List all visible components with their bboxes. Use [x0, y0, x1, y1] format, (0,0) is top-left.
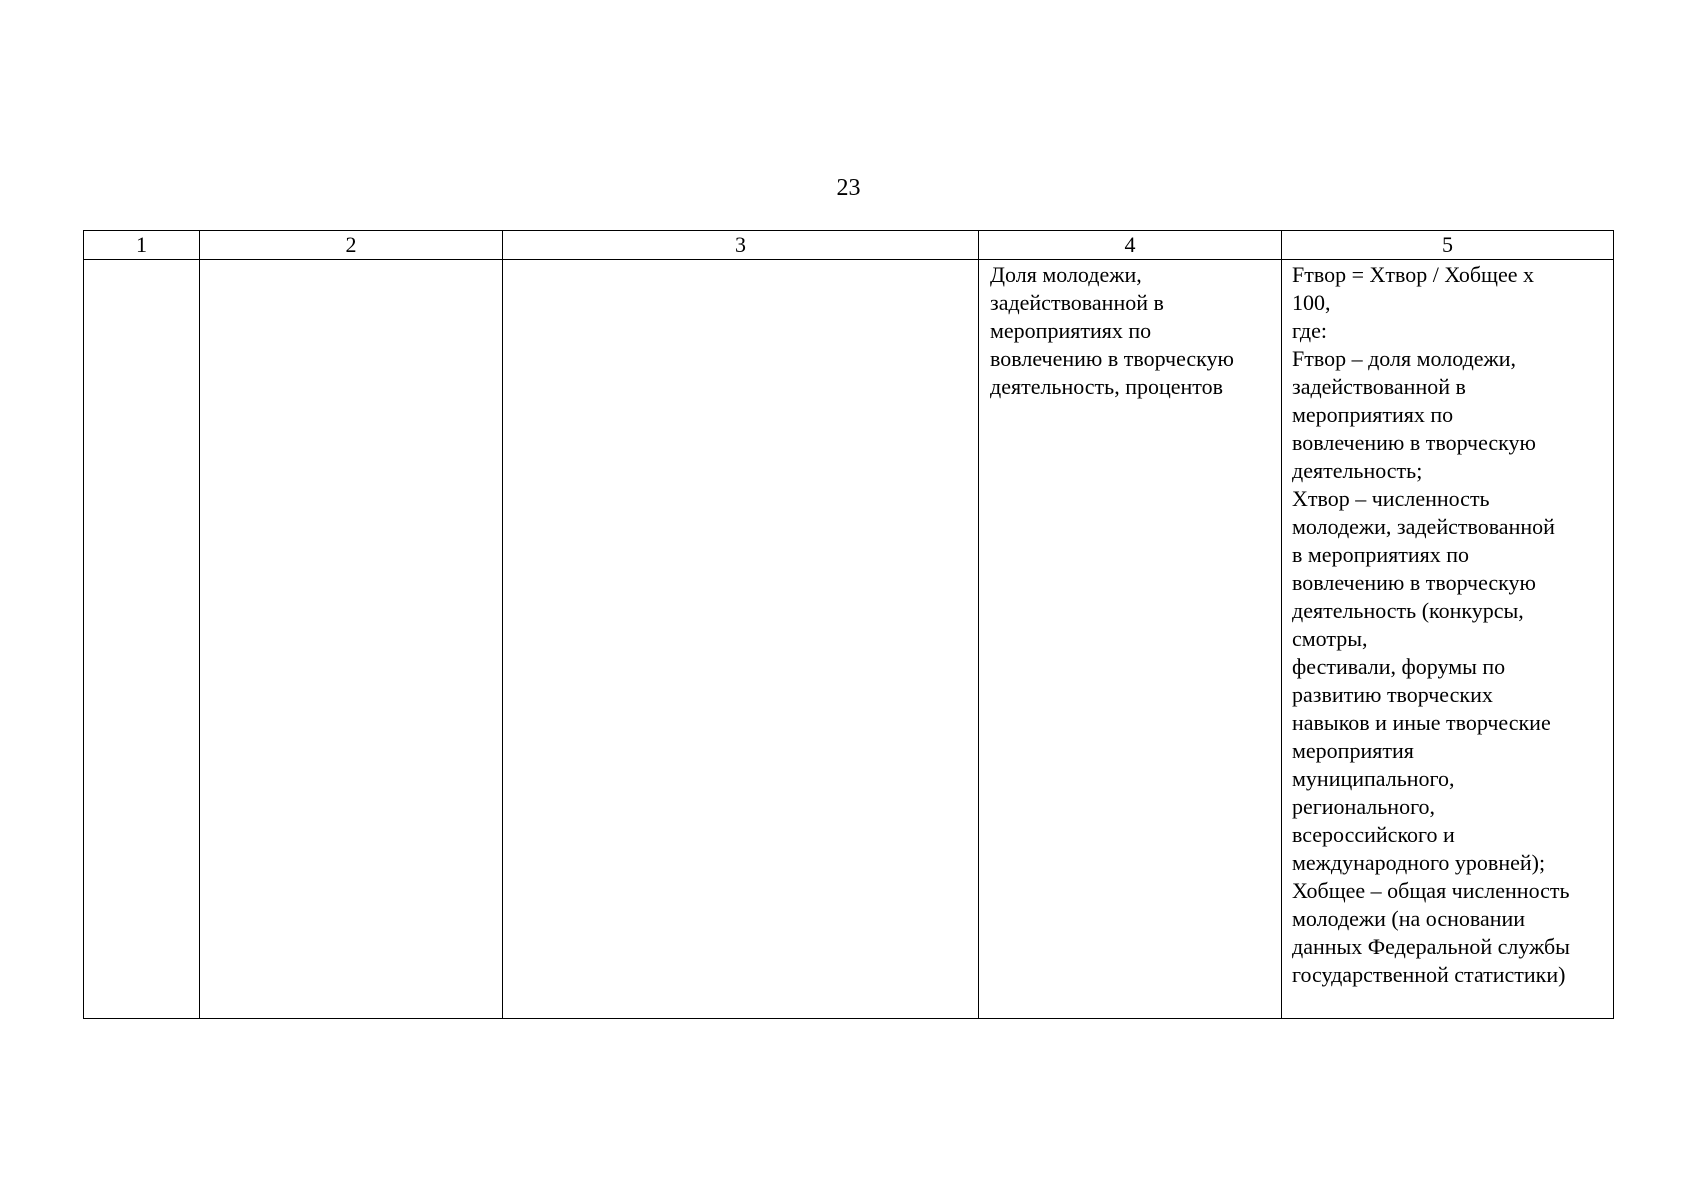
table-cell-col1 — [84, 260, 200, 1019]
cell-text-col3 — [503, 260, 978, 261]
indicator-name-text: Доля молодежи, задействованной в мероприятиях по вовлечению в творческую деятельность, процентов — [990, 262, 1234, 399]
column-header-3: 3 — [503, 231, 979, 260]
indicator-table — [83, 230, 1614, 1019]
table-cell-indicator-name — [979, 260, 1282, 1019]
table-cell-col3 — [503, 260, 979, 1019]
column-header-4: 4 — [979, 231, 1282, 260]
table-header-row — [84, 231, 1614, 260]
column-header-5: 5 — [1282, 231, 1614, 260]
table-cell-formula — [1282, 260, 1614, 1019]
cell-text-col2 — [200, 260, 502, 261]
formula-description-text: Fтвор = Хтвор / Хобщее х 100, где: Fтвор – доля молодежи, задействованной в мероприятиях по вовлечению в творческую деятельность; Хтвор – численность молодежи, задействованной в мероприятиях по вовлечению в творческую деятельность (конкурсы, смотры, фестивали, форумы по развитию творческих навыков и иные творческие мероприятия муниципального, регионального, всероссийского и международного уровней); Хобщее – общая численность молодежи (на основании данных Федеральной службы государственной статистики) — [1292, 262, 1570, 987]
table-row — [84, 260, 1614, 1019]
column-header-1: 1 — [84, 231, 200, 260]
column-header-2: 2 — [200, 231, 503, 260]
page-number: 23 — [836, 175, 861, 201]
cell-text-col1 — [84, 260, 199, 261]
table-cell-col2 — [200, 260, 503, 1019]
